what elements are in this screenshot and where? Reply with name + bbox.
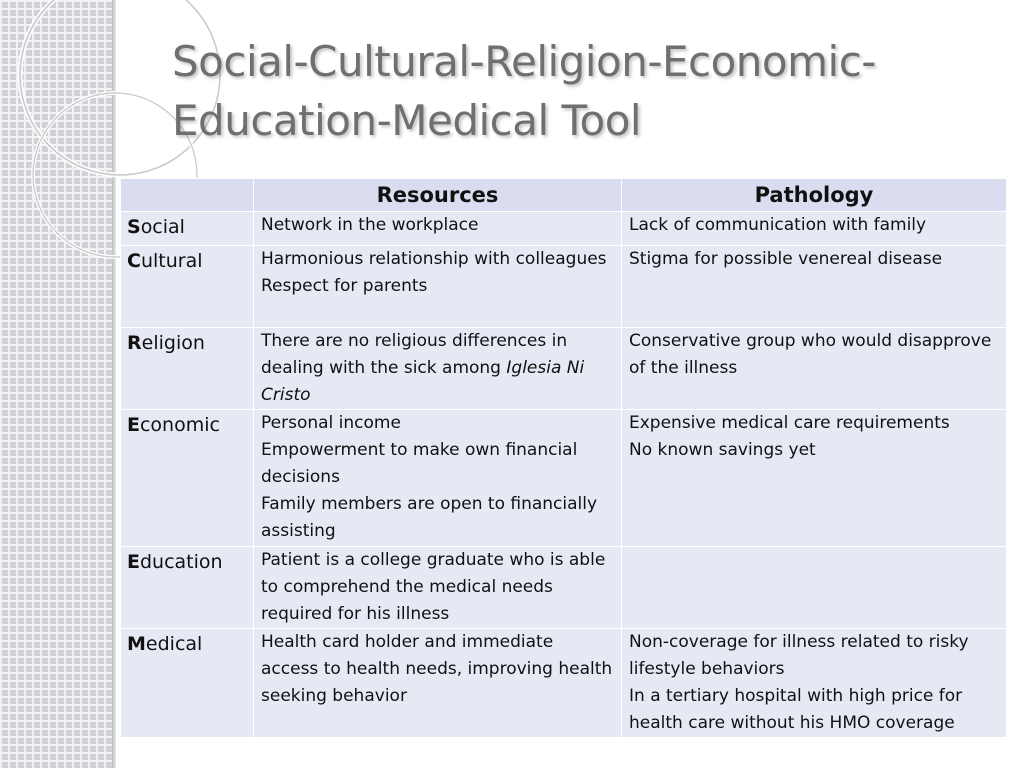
resource-item: Health card holder and immediate access to health needs, improving health seeking behavior — [261, 632, 613, 706]
pathology-cell — [622, 629, 1007, 738]
sidebar-pattern — [0, 0, 112, 768]
table-row-social — [121, 212, 1007, 246]
title-line-1: Social-Cultural-Religion-Economic- — [172, 37, 876, 86]
resource-item: Respect for parents — [261, 276, 428, 296]
pathology-item: No known savings yet — [629, 440, 816, 460]
pathology-cell — [622, 212, 1007, 246]
sociocultural-tool-table — [120, 178, 1007, 738]
church-name: Iglesia Ni Cristo — [261, 358, 585, 405]
category-cell: Cultural — [121, 246, 254, 328]
resource-item: Network in the workplace — [261, 215, 479, 235]
resource-item: Family members are open to financially assisting — [261, 494, 598, 541]
header-blank — [121, 179, 254, 212]
resource-item: Harmonious relationship with colleagues — [261, 249, 607, 269]
pathology-cell — [622, 328, 1007, 410]
header-resources: Resources — [254, 179, 622, 212]
pathology-cell — [622, 246, 1007, 328]
pathology-cell — [622, 547, 1007, 629]
pathology-item: Stigma for possible venereal disease — [629, 249, 943, 269]
pathology-item: Non-coverage for illness related to risky lifestyle behaviors — [629, 632, 969, 679]
page-title — [172, 32, 992, 150]
table-row-education — [121, 547, 1007, 629]
category-cell: Economic — [121, 410, 254, 547]
resource-item: Empowerment to make own financial decisions — [261, 440, 578, 487]
resources-cell — [254, 629, 622, 738]
pathology-item: Lack of communication with family — [629, 215, 927, 235]
pathology-item: Conservative group who would disapprove of the illness — [629, 331, 992, 378]
header-pathology: Pathology — [622, 179, 1007, 212]
table-row-economic — [121, 410, 1007, 547]
resources-cell — [254, 212, 622, 246]
pathology-item: Expensive medical care requirements — [629, 413, 950, 433]
pathology-item: In a tertiary hospital with high price for health care without his HMO coverage — [629, 686, 963, 733]
title-line-2: Education-Medical Tool — [172, 96, 642, 145]
resources-cell — [254, 547, 622, 629]
resources-cell — [254, 246, 622, 328]
resource-item: Personal income — [261, 413, 401, 433]
table-row-medical — [121, 629, 1007, 738]
pathology-cell — [622, 410, 1007, 547]
table-row-religion — [121, 328, 1007, 410]
category-cell: Education — [121, 547, 254, 629]
resources-cell — [254, 410, 622, 547]
category-cell: Social — [121, 212, 254, 246]
sidebar-edge — [112, 0, 116, 768]
resource-item: There are no religious differences in dealing with the sick among Iglesia Ni Cristo — [261, 331, 585, 405]
table-row-cultural — [121, 246, 1007, 328]
resources-cell — [254, 328, 622, 410]
category-cell: Religion — [121, 328, 254, 410]
table-header-row — [121, 179, 1007, 212]
resource-item: Patient is a college graduate who is able to comprehend the medical needs required for his illness — [261, 550, 606, 624]
category-cell: Medical — [121, 629, 254, 738]
